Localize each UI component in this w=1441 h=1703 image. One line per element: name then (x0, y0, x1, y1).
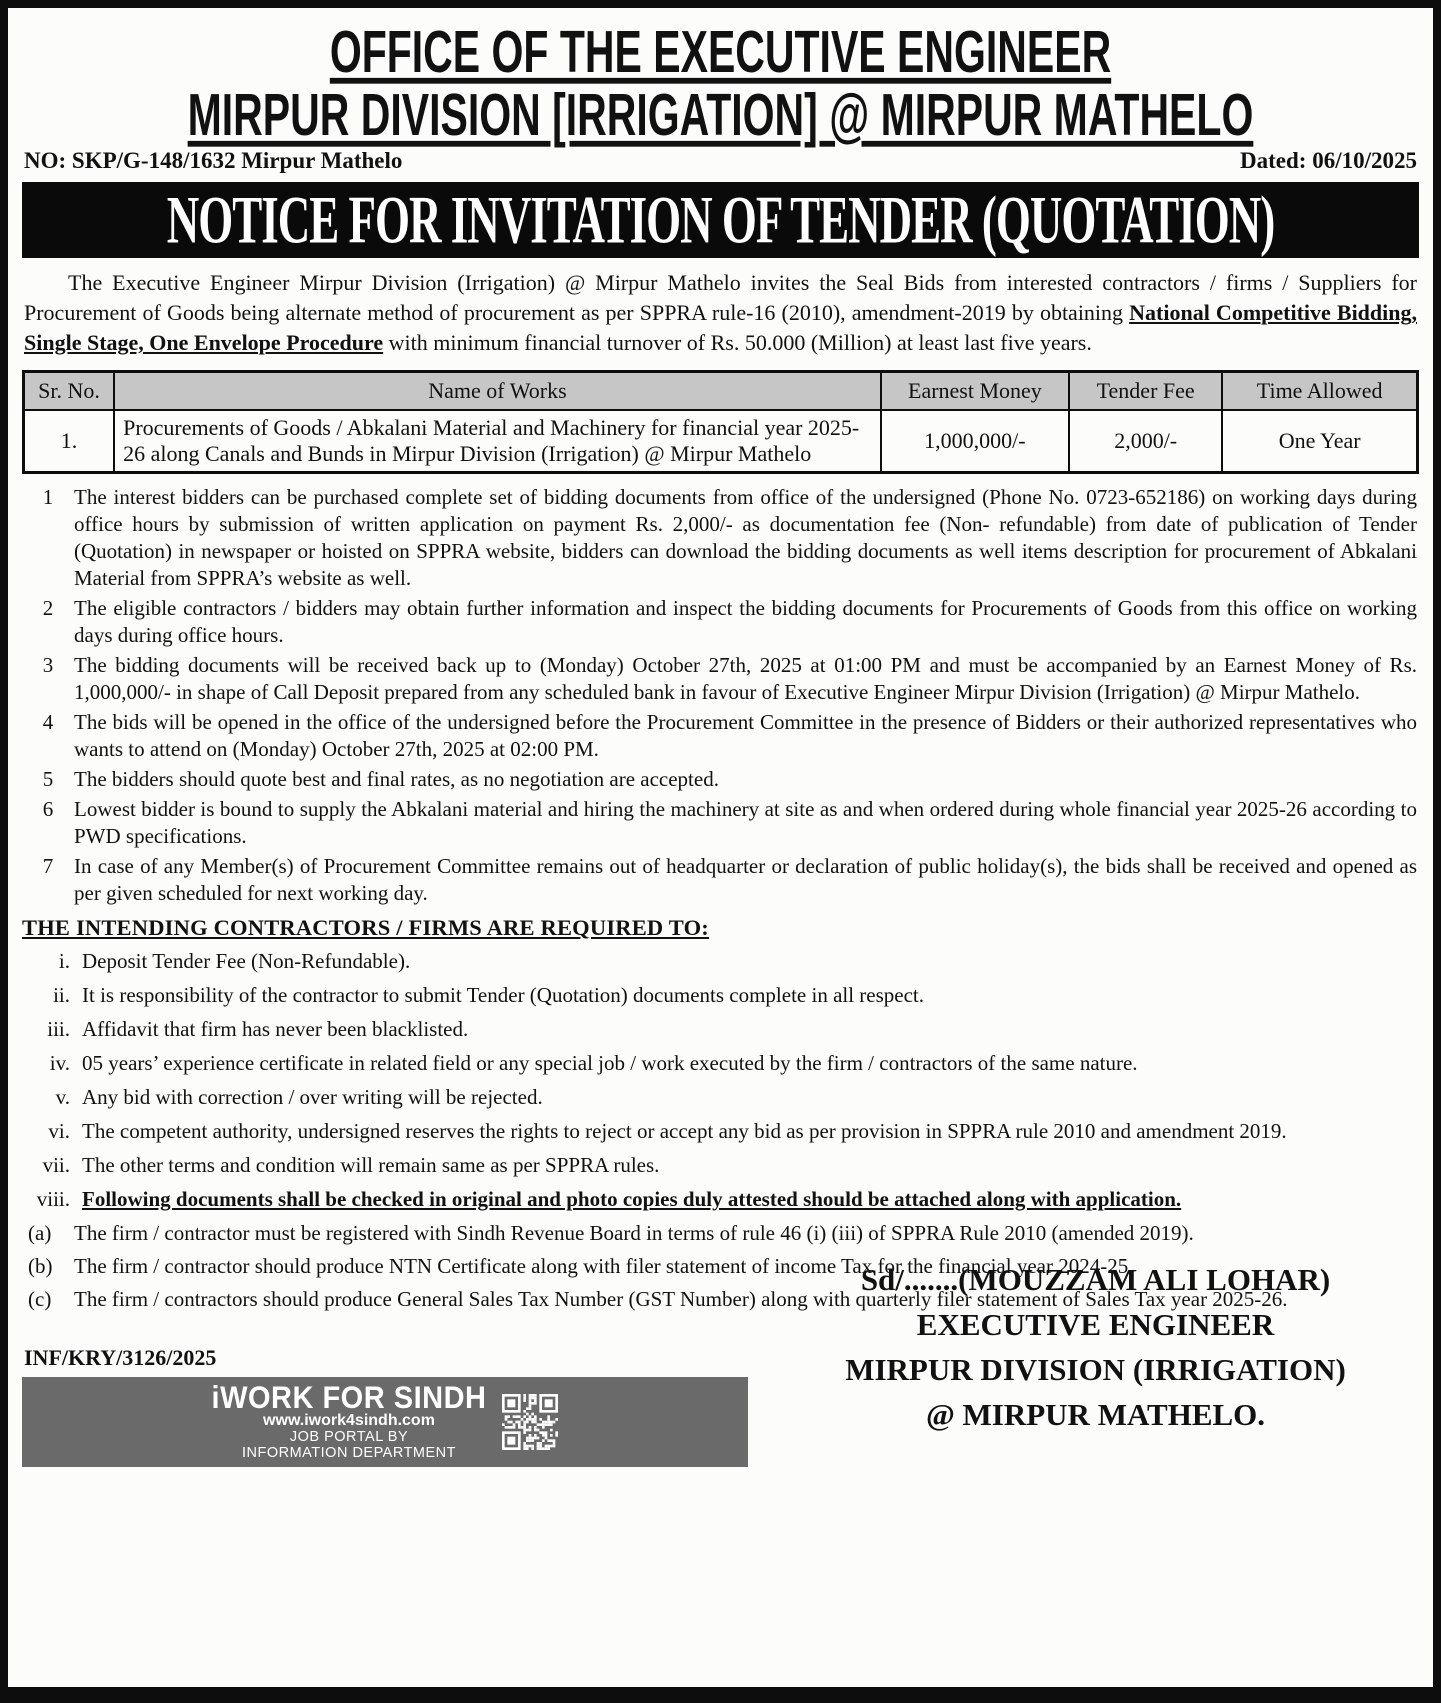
document-header (22, 14, 1419, 178)
bottom-left-column (22, 1319, 762, 1467)
reference-number: NO: SKP/G-148/1632 Mirpur Mathelo (24, 148, 403, 173)
term-text: The interest bidders can be purchased complete set of bidding documents from office of the undersigned (Phone No. 0723-652186) on working days during office hours by submission of written application on payment Rs. 2,000/- as documentation fee (Non- refundable) from date of publication of Tender (Quotation) in newspaper or hoisted on SPPRA website, bidders can download the bidding documents as well items description for procurement of Abkalani Material from SPPRA’s website as well. (74, 485, 1417, 590)
logo-text-block (211, 1379, 487, 1461)
requirement-number: ii. (53, 983, 70, 1007)
office-title-line1-text: OFFICE OF THE EXECUTIVE ENGINEER (329, 18, 1112, 86)
cell-name-of-works: Procurements of Goods / Abkalani Material and Machinery for financial year 2025-26 along Canals and Bunds in Mirpur Division (Irrigation) @ Mirpur Mathelo (114, 410, 881, 473)
list-item (22, 1186, 1419, 1213)
requirement-text: The competent authority, undersigned reserves the rights to reject or accept any bid as per provision in SPPRA rule 2010 and amendment 2019. (82, 1119, 1287, 1143)
requirement-text: 05 years’ experience certificate in related field or any special job / work executed by the firm / contractors of the same nature. (82, 1051, 1138, 1075)
requirement-text-emphasized: Following documents shall be checked in original and photo copies duly attested should be attached along with application. (82, 1187, 1182, 1211)
col-header-sr-no: Sr. No. (24, 372, 115, 411)
qr-code-icon (502, 1394, 558, 1450)
terms-list (22, 484, 1419, 907)
office-title-line2 (22, 81, 1419, 149)
list-item (22, 766, 1419, 793)
requirement-number: viii. (36, 1187, 70, 1211)
list-item (22, 652, 1419, 706)
letter-item-text: The firm / contractor should produce NTN Certificate along with filer statement of income Tax for the financial year 2024-25. (74, 1254, 1134, 1278)
cell-tender-fee: 2,000/- (1069, 410, 1222, 473)
list-item (22, 1084, 1419, 1111)
signature-division: MIRPUR DIVISION (IRRIGATION) (845, 1352, 1346, 1387)
intro-text-after: with minimum financial turnover of Rs. 50.000 (Million) at least last five years. (383, 330, 1092, 355)
intro-text-before: The Executive Engineer Mirpur Division (Irrigation) @ Mirpur Mathelo invites the Seal Bids from interested contractors / firms / Suppliers for Procurement of Goods being alternate method of procurement as per SPPRA rule-16 (2010), amendment-2019 by obtaining (24, 270, 1417, 325)
logo-title: iWORK FOR SINDH (211, 1379, 487, 1416)
requirement-number: iv. (49, 1051, 70, 1075)
requirement-number: vi. (48, 1119, 70, 1143)
requirement-text: Affidavit that firm has never been blacklisted. (82, 1017, 469, 1041)
list-item (22, 982, 1419, 1009)
letter-item-number: (a) (28, 1221, 52, 1245)
office-title-line1 (22, 18, 1419, 86)
list-item (22, 1016, 1419, 1043)
cell-time-allowed: One Year (1222, 410, 1417, 473)
requirements-list (22, 948, 1419, 1213)
list-item (22, 796, 1419, 850)
list-item (22, 853, 1419, 907)
requirement-text: Deposit Tender Fee (Non-Refundable). (82, 949, 411, 973)
term-number: 4 (42, 710, 54, 734)
cell-earnest-money: 1,000,000/- (881, 410, 1069, 473)
signature-designation: EXECUTIVE ENGINEER (916, 1307, 1275, 1342)
requirement-text: It is responsibility of the contractor to submit Tender (Quotation) documents complete in all respect. (82, 983, 925, 1007)
signature-sd-line: Sd/.......(MOUZZAM ALI LOHAR) (860, 1262, 1331, 1297)
office-title-line2-text: MIRPUR DIVISION [IRRIGATION] @ MIRPUR MATHELO (187, 81, 1254, 149)
col-header-earnest-money: Earnest Money (881, 372, 1069, 411)
works-table-header-row (24, 372, 1418, 411)
term-text: The bidders should quote best and final rates, as no negotiation are accepted. (74, 767, 719, 791)
col-header-time-allowed: Time Allowed (1222, 372, 1417, 411)
logo-subtitle-line2: INFORMATION DEPARTMENT (242, 1444, 456, 1461)
term-number: 5 (42, 767, 54, 791)
term-text: The eligible contractors / bidders may obtain further information and inspect the bidding documents for Procurements of Goods from this office on working days during office hours. (74, 596, 1417, 647)
letter-item-number: (c) (28, 1287, 52, 1311)
logo-website: www.iwork4sindh.com (263, 1411, 435, 1429)
table-row (24, 410, 1418, 473)
term-number: 2 (42, 596, 54, 620)
notice-banner (22, 182, 1419, 258)
work-for-sindh-logo (22, 1377, 748, 1467)
term-number: 1 (42, 485, 54, 509)
signature-location: @ MIRPUR MATHELO. (925, 1397, 1266, 1432)
list-item (22, 484, 1419, 592)
term-text: In case of any Member(s) of Procurement Committee remains out of headquarter or declaration of public holiday(s), the bids shall be received and opened as per given scheduled for next working day. (74, 854, 1417, 905)
list-item (22, 595, 1419, 649)
requirement-number: iii. (47, 1017, 70, 1041)
term-text: The bids will be opened in the office of the undersigned before the Procurement Committee in the presence of Bidders or their authorized representatives who wants to attend on (Monday) October 27th, 2025 at 02:00 PM. (74, 710, 1417, 761)
list-item (22, 1152, 1419, 1179)
requirement-number: vii. (42, 1153, 70, 1177)
letter-item-text: The firm / contractors should produce General Sales Tax Number (GST Number) along with quarterly filer statement of Sales Tax year 2025-26. (74, 1287, 1288, 1311)
notice-banner-title: NOTICE FOR INVITATION OF TENDER (QUOTATION) (166, 182, 1275, 258)
term-text: The bidding documents will be received back up to (Monday) October 27th, 2025 at 01:00 PM and must be accompanied by an Earnest Money of Rs. 1,000,000/- in shape of Call Deposit prepared from any scheduled bank in favour of Executive Engineer Mirpur Division (Irrigation) @ Mirpur Mathelo. (74, 653, 1417, 704)
requirement-number: i. (58, 949, 70, 973)
intro-paragraph (24, 268, 1417, 358)
col-header-name-of-works: Name of Works (114, 372, 881, 411)
term-number: 7 (42, 854, 54, 878)
col-header-tender-fee: Tender Fee (1069, 372, 1222, 411)
list-item (22, 948, 1419, 975)
intro-text-underlined: National Competitive Bidding, Single Stage, One Envelope Procedure (24, 300, 1417, 355)
list-item (22, 1118, 1419, 1145)
term-number: 3 (42, 653, 54, 677)
term-number: 6 (42, 797, 54, 821)
letter-item-number: (b) (28, 1254, 53, 1278)
requirement-number: v. (55, 1085, 70, 1109)
inf-reference: INF/KRY/3126/2025 (24, 1345, 217, 1370)
letter-item-text: The firm / contractor must be registered with Sindh Revenue Board in terms of rule 46 (i) (iii) of SPPRA Rule 2010 (amended 2019). (74, 1221, 1194, 1245)
cell-sr-no: 1. (24, 410, 115, 473)
requirement-text: Any bid with correction / over writing will be rejected. (82, 1085, 543, 1109)
works-table (22, 370, 1419, 474)
requirement-text: The other terms and condition will remain same as per SPPRA rules. (82, 1153, 660, 1177)
list-item (22, 1050, 1419, 1077)
term-text: Lowest bidder is bound to supply the Abkalani material and hiring the machinery at site as and when ordered during whole financial year 2025-26 according to PWD specifications. (74, 797, 1417, 848)
signature-block (762, 1257, 1419, 1467)
logo-subtitle-line1: JOB PORTAL BY (289, 1428, 409, 1445)
list-item (22, 709, 1419, 763)
list-item (22, 1220, 1419, 1247)
dated-label: Dated: 06/10/2025 (1240, 148, 1417, 173)
contractors-requirements-heading: THE INTENDING CONTRACTORS / FIRMS ARE REQUIRED TO: (22, 915, 709, 940)
